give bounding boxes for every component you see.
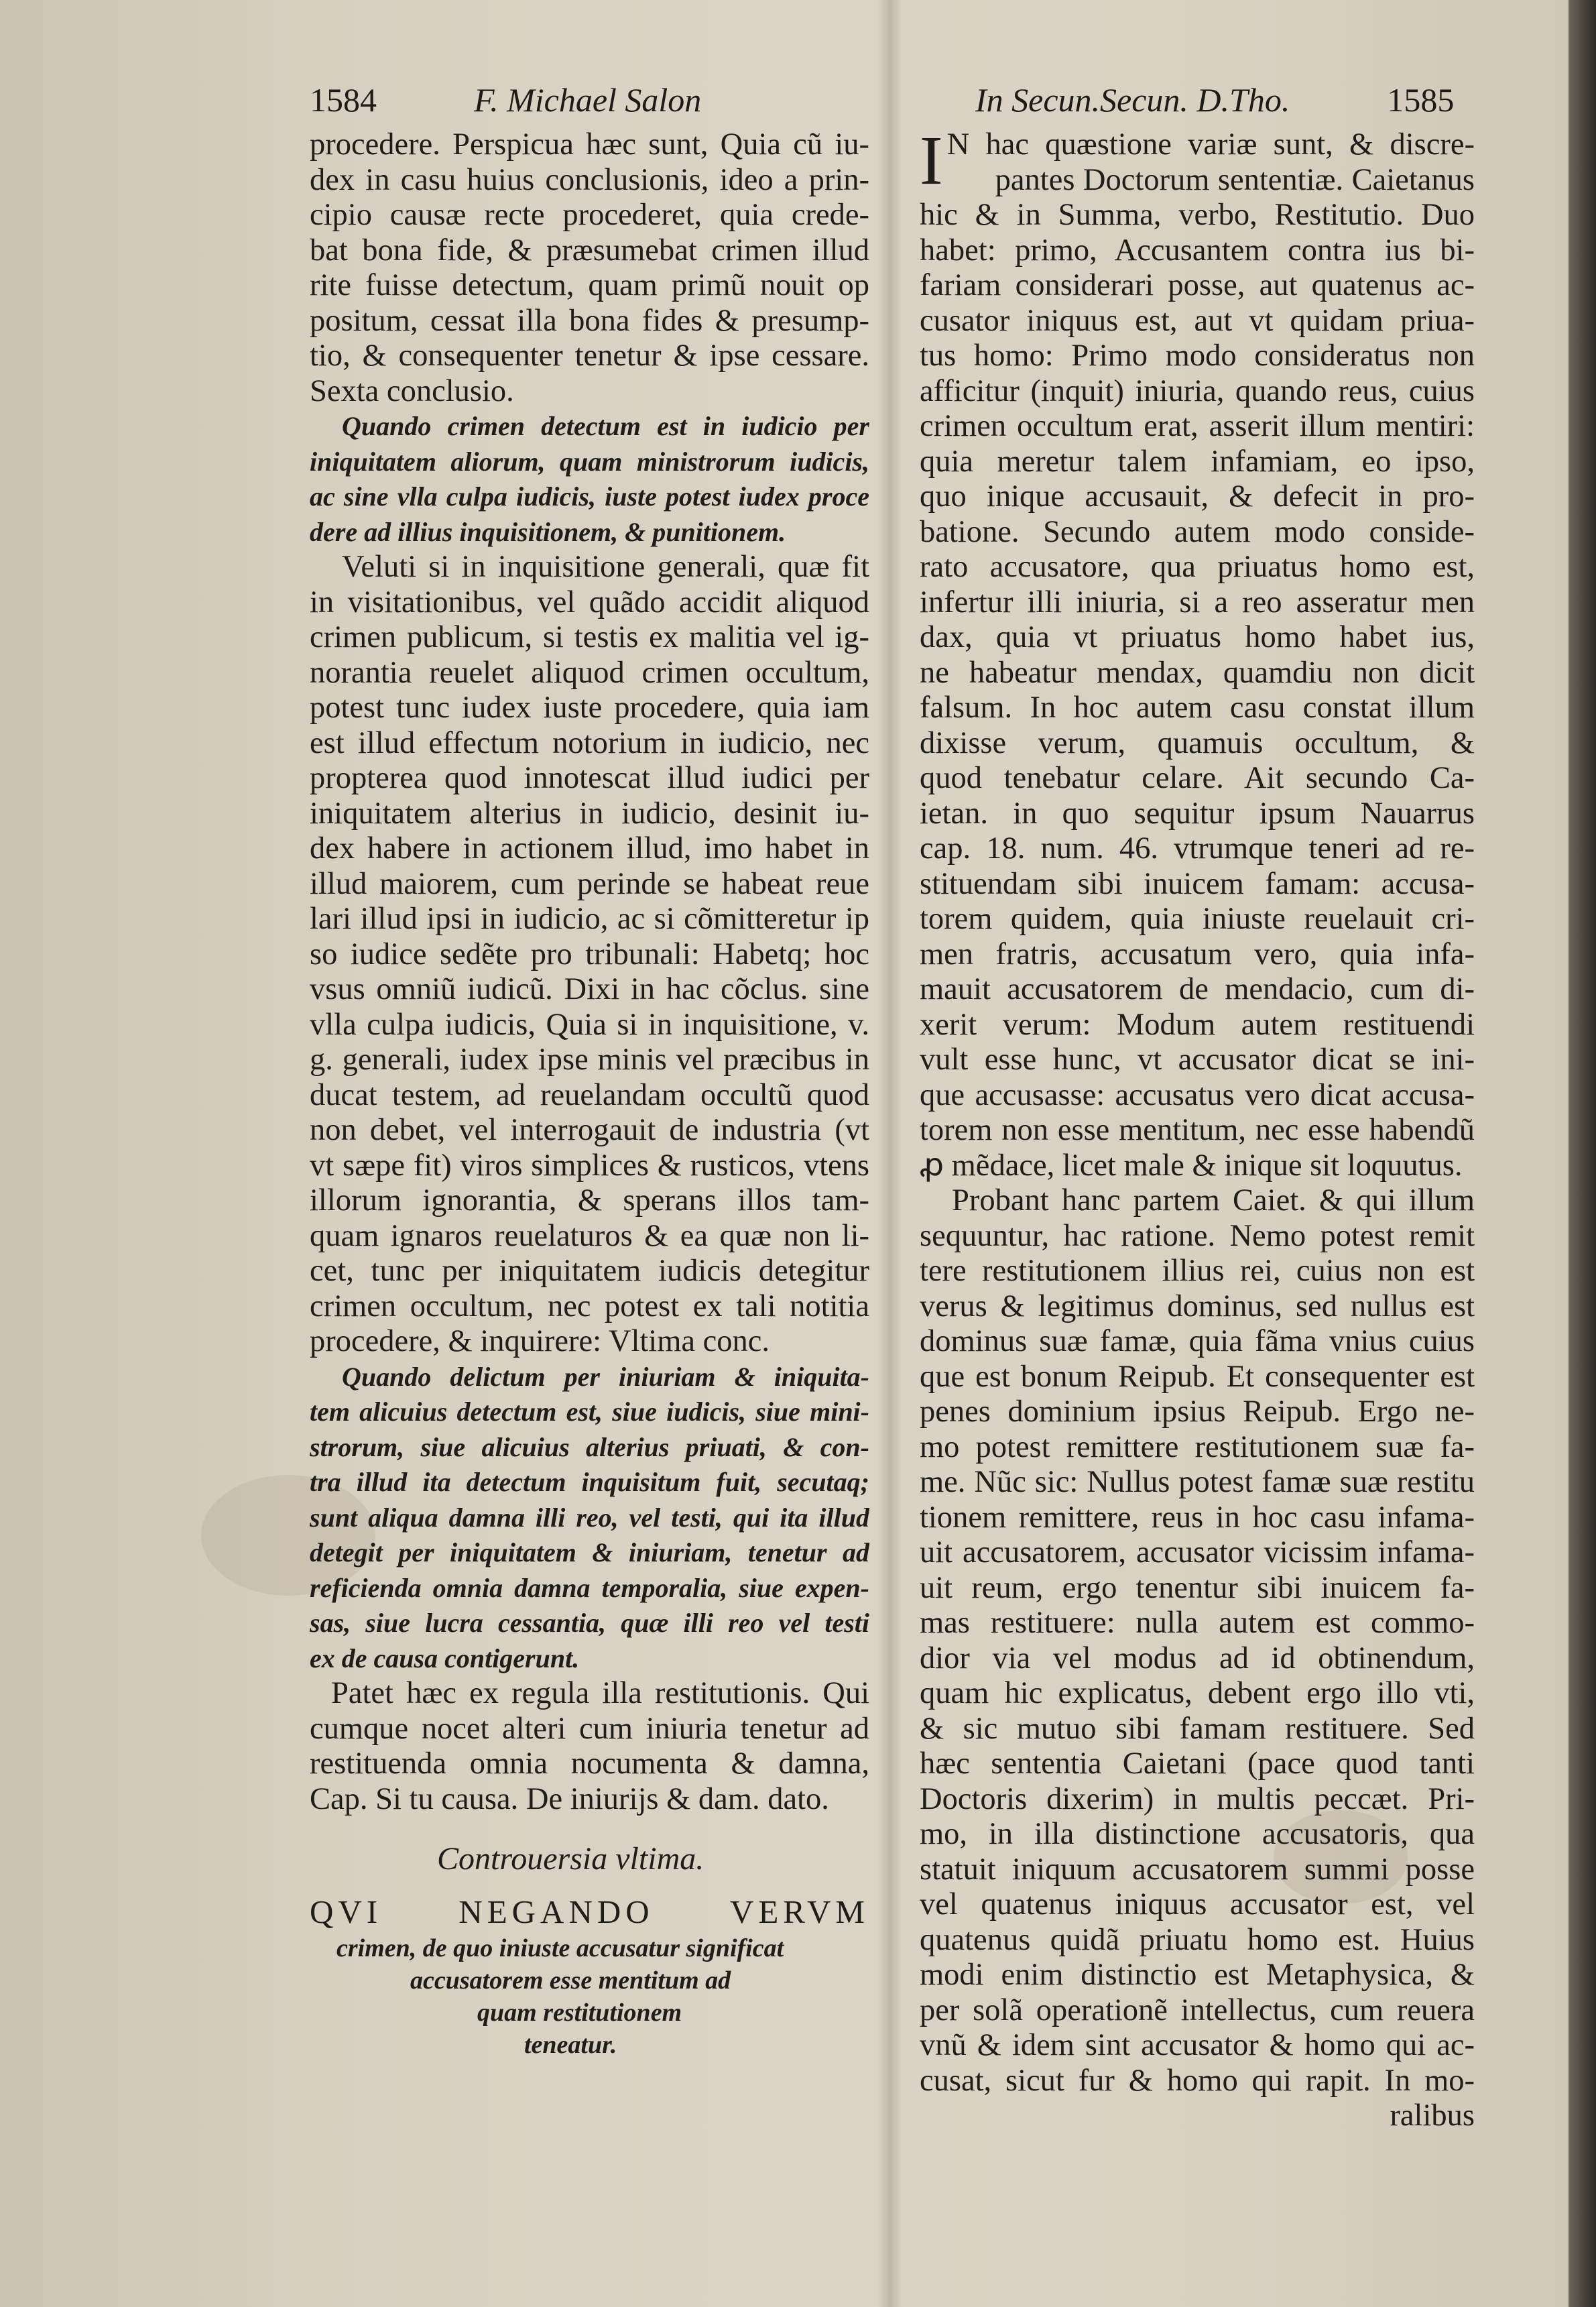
text-line: illud maiorem, cum perinde se habeat reue xyxy=(310,866,869,901)
text-line: non debet, vel interrogauit de industria (vt xyxy=(310,1113,869,1147)
drop-cap: I xyxy=(920,122,943,199)
left-running-title: F. Michael Salon xyxy=(474,81,702,119)
controversy-title: QVI NEGANDO VERVM xyxy=(310,1893,869,1930)
right-column xyxy=(920,122,1475,2134)
text-line: Doctoris dixerim) in multis peccæt. Pri- xyxy=(920,1781,1475,1816)
text-line: que est bonum Reipub. Et consequenter est xyxy=(920,1359,1475,1394)
text-line: tio, & consequenter tenetur & ipse cessare. xyxy=(310,339,869,373)
text-line: mas restituere: nulla autem est commo- xyxy=(920,1606,1475,1640)
text-line: norantia reuelet aliquod crimen occultum, xyxy=(310,655,869,690)
text-line: rite fuisse detectum, quam primũ nouit op xyxy=(310,268,869,302)
left-column xyxy=(310,127,869,2061)
text-line: vel quatenus iniquus accusator est, vel xyxy=(920,1887,1475,1921)
text-line: iniquitatem aliorum, quam ministrorum iudicis, xyxy=(310,446,869,477)
text-line: dex habere in actionem illud, imo habet in xyxy=(310,831,869,866)
text-line: per solã operationẽ intellectus, cum reuera xyxy=(920,1993,1475,2027)
text-line: Quando crimen detectum est in iudicio per xyxy=(342,411,869,441)
left-header xyxy=(310,80,701,119)
text-line: uit reum, ergo tenentur sibi inuicem fa- xyxy=(920,1570,1475,1605)
text-line: hic & in Summa, verbo, Restitutio. Duo xyxy=(920,198,1475,232)
text-line: Quando delictum per iniuriam & iniquita- xyxy=(342,1361,869,1392)
text-line: & sic mutuo sibi famam restituere. Sed xyxy=(920,1711,1475,1746)
text-line: iniquitatem alterius in iudicio, desinit iu- xyxy=(310,796,869,831)
text-line: hæc sententia Caietani (pace quod tanti xyxy=(920,1747,1475,1781)
text-line: est illud effectum notorium in iudicio, nec xyxy=(310,725,869,760)
text-line: mauit accusatorem de mendacio, cum di- xyxy=(920,972,1475,1006)
text-line: positum, cessat illa bona fides & presump- xyxy=(310,303,869,338)
text-line: reficienda omnia damna temporalia, siue expen- xyxy=(310,1572,869,1603)
text-line: propterea quod innotescat illud iudici per xyxy=(310,761,869,795)
text-line: men fratris, accusatum vero, quia infa- xyxy=(920,937,1475,971)
text-line: Veluti si in inquisitione generali, quæ fit xyxy=(342,550,869,584)
text-line: g. generali, iudex ipse minis vel præcibus in xyxy=(310,1043,869,1077)
text-line: cap. 18. num. 46. vtrumque teneri ad re- xyxy=(920,831,1475,866)
text-line: xerit verum: Modum autem restituendi xyxy=(920,1007,1475,1042)
text-line: habet: primo, Accusantem contra ius bi- xyxy=(920,233,1475,268)
text-line: procedere. Perspicua hæc sunt, Quia cũ iu- xyxy=(310,127,869,162)
text-line: Cap. Si tu causa. De iniurijs & dam. dato. xyxy=(310,1781,829,1816)
text-line: sunt aliqua damna illi reo, vel testi, qui ita illud xyxy=(310,1502,869,1533)
text-line: quam hic explicatus, debent ergo illo vti, xyxy=(920,1676,1475,1710)
text-line: torem quidem, quia iniuste reuelauit cri- xyxy=(920,902,1475,936)
text-line: quod tenebatur celare. Ait secundo Ca- xyxy=(920,761,1475,795)
controversy-subtitle-line: crimen, de quo iniuste accusatur significat xyxy=(336,1934,784,1962)
text-line: in visitationibus, vel quãdo accidit aliquod xyxy=(310,585,869,619)
text-line: dominus suæ famæ, quia fãma vnius cuius xyxy=(920,1324,1475,1358)
text-line: modi enim distinctio est Metaphysica, & xyxy=(920,1958,1475,1992)
text-line: cipio causæ recte procederet, quia crede- xyxy=(310,198,869,232)
text-line: Sexta conclusio. xyxy=(310,373,514,408)
drop-cap-line-text: N hac quæstione variæ sunt, & discre- xyxy=(946,127,1475,162)
right-header xyxy=(975,80,1454,119)
text-line: tra illud ita detectum inquisitum fuit, secutaq; xyxy=(310,1467,869,1497)
text-line: vsus omniũ iudicũ. Dixi in hac cõclus. sine xyxy=(310,972,869,1006)
text-line: crimen publicum, si testis ex malitia vel ig- xyxy=(310,620,869,654)
text-line: bat bona fide, & præsumebat crimen illud xyxy=(310,233,869,268)
text-line: fariam considerari posse, aut quatenus ac- xyxy=(920,268,1475,302)
text-line: tere restitutionem illius rei, cuius non est xyxy=(920,1254,1475,1288)
text-line: ietan. in quo sequitur ipsum Nauarrus xyxy=(920,796,1475,831)
controversy-heading: Controuersia vltima. xyxy=(437,1841,704,1877)
text-line: tem alicuius detectum est, siue iudicis, siue mini- xyxy=(310,1397,869,1427)
text-line: quia meretur talem infamiam, eo ipso, xyxy=(920,444,1475,479)
controversy-subtitle-line: teneatur. xyxy=(524,2031,617,2059)
text-line: batione. Secundo autem modo conside- xyxy=(920,514,1475,549)
text-line: stituendam sibi inuicem famam: accusa- xyxy=(920,866,1475,901)
text-line: que accusasse: accusatus vero dicat accusa- xyxy=(920,1077,1475,1112)
text-line: dax, quia vt priuatus homo habet ius, xyxy=(920,620,1475,654)
text-line: strorum, siue alicuius alterius priuati, & con- xyxy=(310,1431,869,1462)
text-line: infertur illi iniuria, si a reo asseratur men xyxy=(920,585,1475,619)
text-line: crimen occultum erat, asserit illum mentiri: xyxy=(920,409,1475,443)
text-line: quo inique accusauit, & defecit in pro- xyxy=(920,479,1475,514)
text-line: rato accusatore, qua priuatus homo est, xyxy=(920,550,1475,584)
text-line: me. Nũc sic: Nullus potest famæ suæ restitu xyxy=(920,1465,1475,1499)
text-line: procedere, & inquirere: Vltima conc. xyxy=(310,1324,770,1358)
controversy-subtitle-line: accusatorem esse mentitum ad xyxy=(410,1966,731,1995)
text-line: ex de causa contigerunt. xyxy=(310,1643,580,1673)
text-line: afficitur (inquit) iniuria, quando reus, cuius xyxy=(920,373,1475,408)
text-line: tus homo: Primo modo consideratus non xyxy=(920,339,1475,373)
text-line: sequuntur, hac ratione. Nemo potest remit xyxy=(920,1218,1475,1253)
right-page-number: 1585 xyxy=(1387,81,1455,119)
text-line: Probant hanc partem Caiet. & qui illum xyxy=(952,1183,1475,1218)
text-line: tionem remittere, reus in hoc casu infama- xyxy=(920,1500,1475,1535)
page-edge-shadow xyxy=(1569,0,1596,2307)
controversy-subtitle-line: quam restitutionem xyxy=(477,1999,682,2027)
text-line: mo, in illa distinctione accusatoris, qua xyxy=(920,1817,1475,1851)
text-line: quam ignaros reuelaturos & ea quæ non li- xyxy=(310,1218,869,1253)
text-line: ne habeatur mendax, quamdiu non dicit xyxy=(920,655,1475,690)
right-running-title: In Secun.Secun. D.Tho. xyxy=(975,81,1290,119)
text-line: ducat testem, ad reuelandam occultũ quod xyxy=(310,1077,869,1112)
page-gutter xyxy=(878,0,902,2307)
text-line: cumque nocet alteri cum iniuria tenetur ad xyxy=(310,1711,869,1746)
text-line: detegit per iniquitatem & iniuriam, tenetur ad xyxy=(310,1537,869,1567)
text-line: vult esse hunc, vt accusator dicat se ini- xyxy=(920,1043,1475,1077)
text-line: vnũ & idem sint accusator & homo qui ac- xyxy=(920,2028,1475,2062)
text-line: illorum ignorantia, & sperans illos tam- xyxy=(310,1183,869,1218)
text-line: potest tunc iudex iuste procedere, quia iam xyxy=(310,691,869,725)
text-line: dere ad illius inquisitionem, & punitionem. xyxy=(310,516,786,547)
text-line: dex in casu huius conclusionis, ideo a prin- xyxy=(310,162,869,197)
text-line: ac sine vlla culpa iudicis, iuste potest iudex proce xyxy=(310,481,869,512)
left-page-number: 1584 xyxy=(310,81,377,119)
text-line: torem non esse mentitum, nec esse habendũ xyxy=(920,1113,1475,1147)
text-line: uit accusatorem, accusator vicissim infama- xyxy=(920,1535,1475,1570)
text-line: so iudice sedẽte pro tribunali: Habetq; hoc xyxy=(310,937,869,971)
text-line: statuit iniquum accusatorem summi posse xyxy=(920,1852,1475,1887)
text-line: penes dominium ipsius Reipub. Ergo ne- xyxy=(920,1395,1475,1429)
text-line: verus & legitimus dominus, sed nullus est xyxy=(920,1289,1475,1323)
text-line: ꝓ mẽdace, licet male & inique sit loquutus. xyxy=(920,1148,1463,1183)
text-line: mo potest remittere restitutionem suæ fa- xyxy=(920,1429,1475,1464)
text-line: quatenus quidã priuatu homo est. Huius xyxy=(920,1922,1475,1957)
text-line: sas, siue lucra cessantia, quæ illi reo vel testi xyxy=(310,1608,869,1638)
text-line: Patet hæc ex regula illa restitutionis. Qui xyxy=(331,1676,869,1710)
text-line: pantes Doctorum sententiæ. Caietanus xyxy=(995,162,1475,197)
catchword: ralibus xyxy=(1390,2098,1475,2133)
text-line: restituenda omnia nocumenta & damna, xyxy=(310,1747,869,1781)
text-line: dixisse verum, quamuis occultum, & xyxy=(920,725,1475,760)
text-line: cusator iniquus est, aut vt quidam priua- xyxy=(920,303,1475,338)
text-line: lari illud ipsi in iudicio, ac si cõmitteretur ip xyxy=(310,902,869,936)
text-line: vlla culpa iudicis, Quia si in inquisitione, v. xyxy=(310,1007,869,1042)
text-line: dior via vel modus ad id obtinendum, xyxy=(920,1641,1475,1675)
text-line: falsum. In hoc autem casu constat illum xyxy=(920,691,1475,725)
text-line: crimen occultum, nec potest ex tali notitia xyxy=(310,1289,869,1323)
text-line: vt sæpe fit) viros simplices & rusticos, vtens xyxy=(310,1148,869,1183)
text-line: cusat, sicut fur & homo qui rapit. In mo- xyxy=(920,2063,1475,2098)
text-line: cet, tunc per iniquitatem iudicis detegitur xyxy=(310,1254,869,1288)
